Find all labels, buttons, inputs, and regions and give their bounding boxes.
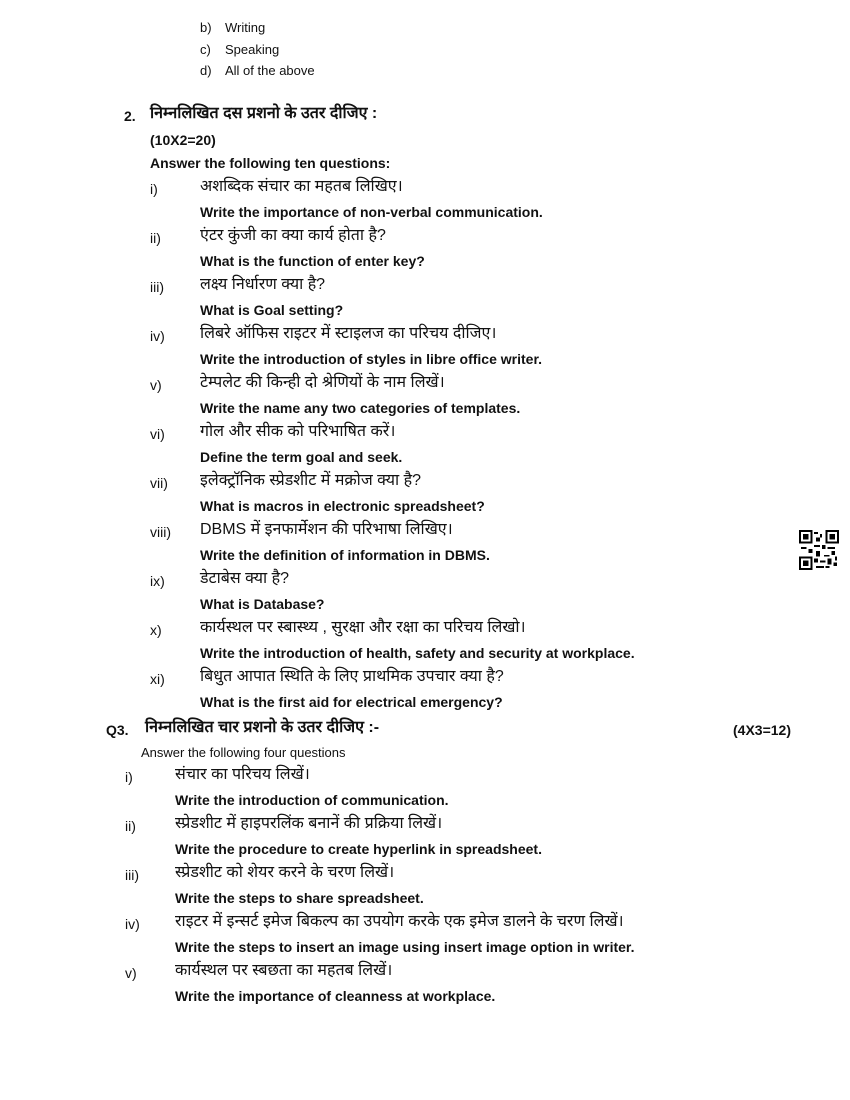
question-number: viii) (150, 524, 171, 540)
question-hindi: कार्यस्थल पर स्बछता का महतब लिखें। (175, 962, 393, 979)
question-english: What is Database? (200, 596, 325, 612)
question-english: Write the steps to insert an image using insert image option in writer. (175, 939, 635, 955)
question-number: ii) (150, 230, 161, 246)
question-number: v) (125, 965, 137, 981)
option-text: Speaking (225, 42, 280, 57)
question-english: What is macros in electronic spreadsheet? (200, 498, 485, 514)
question-english: Write the importance of non-verbal communication. (200, 204, 543, 220)
question-number: iv) (150, 328, 165, 344)
q3-instruction: Answer the following four questions (141, 745, 346, 760)
question-hindi: टेम्पलेट की किन्ही दो श्रेणियों के नाम लिखें। (200, 374, 445, 391)
qr-code-icon (799, 530, 839, 570)
question-english: Define the term goal and seek. (200, 449, 403, 465)
q3-marks: (4X3=12) (733, 722, 791, 738)
question-number: v) (150, 377, 162, 393)
question-number: i) (125, 769, 133, 785)
question-number: ii) (125, 818, 136, 834)
question-hindi: लिबरे ऑफिस राइटर में स्टाइलज का परिचय दीजिए। (200, 325, 497, 342)
question-hindi: स्प्रेडशीट में हाइपरलिंक बनानें की प्रक्रिया लिखें। (175, 815, 443, 832)
q3-title: निम्नलिखित चार प्रशनो के उतर दीजिए :- (145, 719, 380, 736)
question-number: i) (150, 181, 158, 197)
option-letter: c) (200, 42, 211, 57)
question-number: iii) (125, 867, 139, 883)
question-hindi: संचार का परिचय लिखें। (175, 766, 310, 783)
question-english: Write the name any two categories of templates. (200, 400, 521, 416)
question-number: x) (150, 622, 162, 638)
question-hindi: लक्ष्य निर्धारण क्या है? (200, 276, 326, 293)
option-letter: d) (200, 63, 212, 78)
question-hindi: DBMS में इनफार्मेशन की परिभाषा लिखिए। (200, 521, 453, 538)
q2-marks: (10X2=20) (150, 132, 216, 148)
q2-instruction: Answer the following ten questions: (150, 155, 391, 171)
question-number: vi) (150, 426, 165, 442)
question-english: What is Goal setting? (200, 302, 344, 318)
question-hindi: कार्यस्थल पर स्बास्थ्य , सुरक्षा और रक्षा का परिचय लिखो। (200, 619, 526, 636)
option-letter: b) (200, 20, 212, 35)
question-english: Write the definition of information in DBMS. (200, 547, 490, 563)
question-number: iv) (125, 916, 140, 932)
question-number: xi) (150, 671, 165, 687)
question-english: Write the procedure to create hyperlink in spreadsheet. (175, 841, 542, 857)
q2-number: 2. (124, 108, 136, 124)
question-number: ix) (150, 573, 165, 589)
option-text: All of the above (225, 63, 315, 78)
question-english: Write the introduction of health, safety and security at workplace. (200, 645, 635, 661)
question-english: Write the importance of cleanness at workplace. (175, 988, 496, 1004)
question-hindi: गोल और सीक को परिभाषित करें। (200, 423, 396, 440)
question-english: Write the introduction of communication. (175, 792, 449, 808)
question-english: Write the introduction of styles in libre office writer. (200, 351, 543, 367)
question-number: iii) (150, 279, 164, 295)
question-hindi: राइटर में इन्सर्ट इमेज बिकल्प का उपयोग करके एक इमेज डालने के चरण लिखें। (175, 913, 624, 930)
question-number: vii) (150, 475, 168, 491)
question-english: Write the steps to share spreadsheet. (175, 890, 424, 906)
question-english: What is the first aid for electrical emergency? (200, 694, 503, 710)
question-hindi: एंटर कुंजी का क्या कार्य होता है? (200, 227, 386, 244)
question-english: What is the function of enter key? (200, 253, 425, 269)
q3-number: Q3. (106, 722, 129, 738)
question-hindi: इलेक्ट्रॉनिक स्प्रेडशीट में मक्रोज क्या है? (200, 472, 421, 489)
option-text: Writing (225, 20, 266, 35)
question-hindi: डेटाबेस क्या है? (200, 570, 289, 587)
question-hindi: अशब्दिक संचार का महतब लिखिए। (200, 178, 403, 195)
question-hindi: स्प्रेडशीट को शेयर करने के चरण लिखें। (175, 864, 395, 881)
q2-title: निम्नलिखित दस प्रशनो के उतर दीजिए : (150, 105, 378, 122)
question-hindi: बिधुत आपात स्थिति के लिए प्राथमिक उपचार क्या है? (200, 668, 504, 685)
